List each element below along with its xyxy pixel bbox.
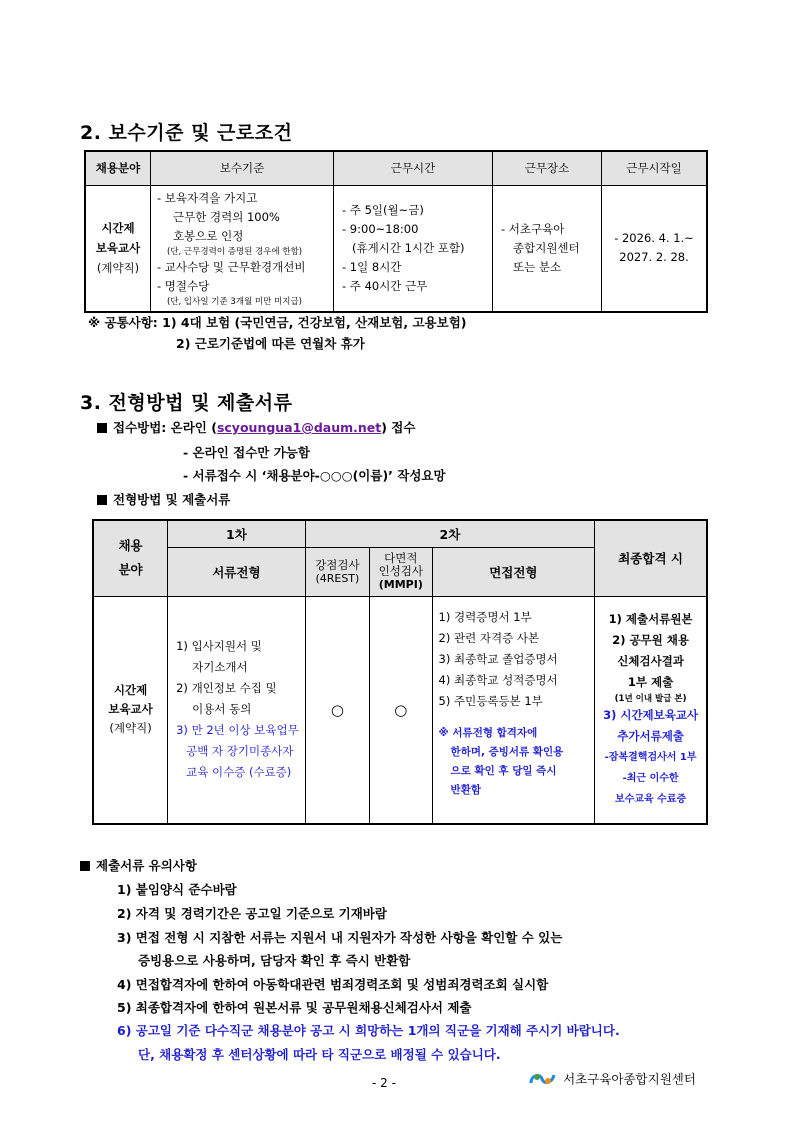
header-line: 분야 [118,562,143,578]
start-cell [602,186,708,312]
doc-line: 1) 입사지원서 및 [176,639,262,654]
start-line: - 2026. 4. 1.~ [614,231,694,246]
interview-cell [432,596,595,824]
pay-line: 호봉으로 인정 [173,228,244,243]
place-line: 종합지원센터 [513,240,580,255]
place-cell [493,186,602,312]
final-header: 최종합격 시 [595,520,707,596]
place-line: 또는 분소 [513,259,562,274]
final-line: 1부 제출 [627,675,674,690]
doc-line: 이용서 동의 [192,702,252,717]
footer-org [528,1068,696,1089]
caution-item: 4) 면접합격자에 한하여 아동학대관련 범죄경력조회 및 성범죄경력조회 실시함 [117,977,549,992]
col-header: 채용분야 [85,151,151,186]
note-label: ※ 공통사항: [88,315,158,330]
section2-title: 2. 보수기준 및 근로조건 [80,122,293,144]
final-cell [595,596,707,824]
round2-header: 2차 [305,520,595,547]
hours-line: - 1일 8시간 [342,259,402,274]
final-line-blue: -잠복결핵검사서 1부 [604,752,697,764]
email-link[interactable]: scyoungua1@daum.net [216,420,382,435]
interview-note: ※ 서류전형 합격자에 [438,726,538,739]
final-line-blue: 추가서류제출 [617,729,684,744]
start-line: 2027. 2. 28. [619,250,689,265]
square-bullet-icon [97,423,107,433]
caution-item: 3) 면접 전형 시 지참한 서류는 지원서 내 지원자가 작성한 사항을 확인할 수 있는 [117,930,563,945]
hours-line: - 주 5일(월~금) [342,202,424,217]
interview-header: 면접전형 [432,547,595,596]
interview-line: 1) 경력증명서 1부 [438,609,532,624]
section3-title: 3. 전형방법 및 제출서류 [80,392,293,414]
doc-line-blue: 공백 자 장기미종사자 [186,744,294,759]
pay-line: - 명절수당 [157,278,210,293]
hours-cell [334,186,493,312]
doc-line-blue: 교육 이수증 (수료증) [186,765,292,780]
common-note-1 [88,313,467,333]
final-line-blue: 3) 시간제보육교사 [603,708,699,723]
caution-item-blue: 6) 공고일 기준 다수직군 채용분야 공고 시 희망하는 1개의 직군을 기재해 주시기 바랍니다. [117,1023,620,1038]
pay-note: (단, 근무경력이 증명된 경우에 한함) [167,246,303,257]
final-line-blue: -최근 이수한 [622,773,679,785]
doc-line: 자기소개서 [192,660,248,675]
org-name: 서초구육아종합지원센터 [563,1071,696,1087]
header-line: 인성검사 [378,564,424,578]
hours-line: - 주 40시간 근무 [342,278,428,293]
caution-item-blue: 단, 채용확정 후 센터상황에 따라 타 직군으로 배정될 수 있습니다. [138,1047,501,1062]
header-line: 다면적 [384,551,418,565]
personality-header [370,547,432,596]
header-line: 강점검사 [315,557,360,572]
caution-item: 1) 붙임양식 준수바람 [117,882,237,897]
method-label: 전형방법 및 제출서류 [113,492,231,507]
pay-line: 근무한 경력의 100% [173,209,280,224]
selection-table [92,519,708,825]
field-line: 시간제 [113,683,148,698]
col-header: 근무시작일 [602,151,708,186]
header-line: (MMPI) [378,578,423,591]
field-cell [85,186,151,312]
field-line: 보육교사 [95,241,141,256]
aptitude-header [305,547,369,596]
doc-line-blue: 3) 만 2년 이상 보육업무 [176,723,299,738]
field-cell [93,596,168,824]
apply-method [97,418,415,438]
apply-item: - 서류접수 시 ‘채용분야-○○○(이름)’ 작성요망 [183,468,446,483]
pay-table [84,150,708,313]
doc-line: 2) 개인정보 수집 및 [176,681,277,696]
pay-cell [151,186,334,312]
note-item: 1) 4대 보험 (국민연금, 건강보험, 산재보험, 고용보험) [162,315,467,330]
field-header [93,520,168,596]
hours-line: - 9:00~18:00 [342,221,419,236]
caution-item: 5) 최종합격자에 한하여 원본서류 및 공무원채용신체검사서 제출 [117,1000,472,1015]
caution-item: 2) 자격 및 경력기간은 공고일 기준으로 기재바람 [117,906,387,921]
final-line: 신체검사결과 [617,654,684,669]
page-number: - 2 - [372,1076,396,1090]
place-line: - 서초구육아 [501,221,565,236]
round1-header: 1차 [168,520,306,547]
interview-note: 한하며, 증빙서류 확인용 [450,745,564,758]
caution-label: 제출서류 유의사항 [96,858,197,873]
hours-line: (휴게시간 1시간 포함) [352,240,465,255]
aptitude-mark: ○ [305,596,369,824]
final-line: 1) 제출서류원본 [608,612,693,627]
square-bullet-icon [97,495,107,505]
interview-note: 으로 확인 후 당일 즉시 [450,764,557,777]
interview-line: 4) 최종학교 성적증명서 [438,672,558,687]
pay-line: - 교사수당 및 근무환경개선비 [157,259,306,274]
doc-header: 서류전형 [168,547,306,596]
header-line: (4REST) [315,571,360,585]
final-note: (1년 이내 발급 본) [614,694,687,705]
apply-label: 접수방법: 온라인 ( [113,420,217,435]
square-bullet-icon [80,861,90,871]
apply-tail: ) 접수 [381,420,416,435]
caution-heading [80,856,197,876]
col-header: 보수기준 [151,151,334,186]
interview-line: 3) 최종학교 졸업증명서 [438,651,558,666]
field-line: (계약직) [96,261,140,276]
caution-item: 증빙용으로 사용하며, 담당자 확인 후 즉시 반환함 [138,953,411,968]
col-header: 근무장소 [493,151,602,186]
doc-cell [168,596,306,824]
final-line: 2) 공무원 채용 [612,633,689,648]
method-heading [97,490,230,510]
field-line: 보육교사 [108,702,153,717]
interview-note: 반환함 [450,783,481,796]
common-note-2: 2) 근로기준법에 따른 연월차 휴가 [176,336,365,351]
interview-line: 5) 주민등록등본 1부 [438,693,543,708]
col-header: 근무시간 [334,151,493,186]
personality-mark: ○ [370,596,432,824]
field-line: (계약직) [109,721,152,736]
org-logo-icon [528,1069,558,1089]
header-line: 채용 [118,538,143,554]
pay-line: - 보육자격을 가지고 [157,190,258,205]
apply-item: - 온라인 접수만 가능함 [183,445,310,460]
final-line-blue: 보수교육 수료증 [615,794,687,806]
field-line: 시간제 [101,221,135,236]
pay-note: (단, 입사일 기준 3개월 미만 미지급) [167,296,302,307]
interview-line: 2) 관련 자격증 사본 [438,630,540,645]
